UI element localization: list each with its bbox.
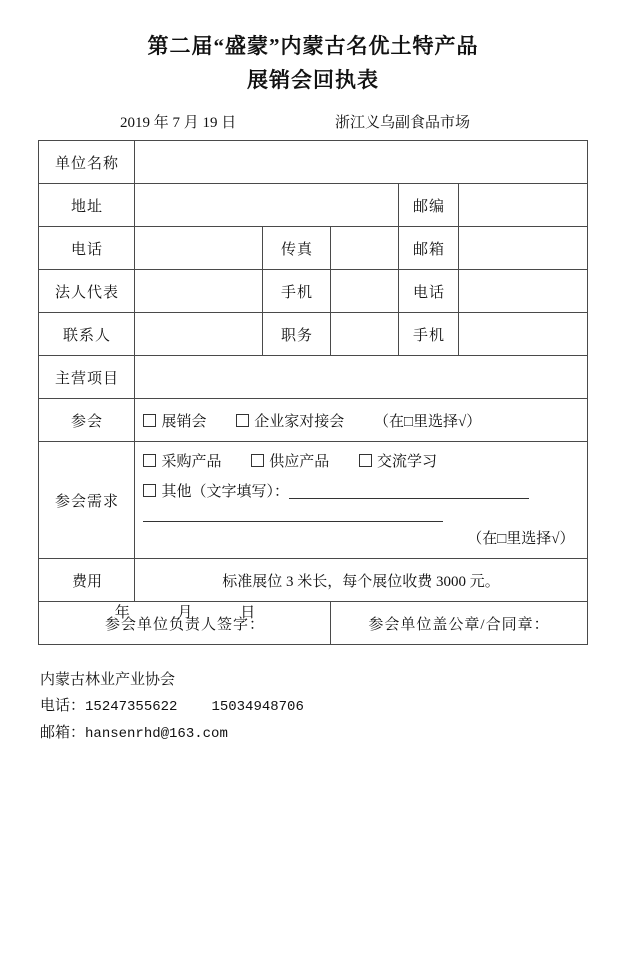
- attend-label: 参会: [39, 399, 135, 442]
- needs-note: （在□里选择√）: [467, 530, 575, 547]
- title-line-2: 展销会回执表: [247, 67, 379, 92]
- fee-label: 费用: [39, 559, 135, 602]
- table-row-fee: [39, 559, 587, 602]
- legal-mobile-input[interactable]: [331, 270, 399, 313]
- needs-options-row-2: [143, 477, 578, 507]
- contact-mobile-label: 手机: [399, 313, 459, 356]
- position-label: 职务: [263, 313, 331, 356]
- address-label: 地址: [39, 184, 135, 227]
- address-input[interactable]: [135, 184, 399, 227]
- needs-other-input-continued[interactable]: [143, 507, 443, 522]
- main-business-label: 主营项目: [39, 356, 135, 399]
- postcode-input[interactable]: [459, 184, 587, 227]
- unit-name-label: 单位名称: [39, 141, 135, 184]
- fax-label: 传真: [263, 227, 331, 270]
- title-line-1: 第二届“盛蒙”内蒙古名优土特产品: [147, 34, 479, 58]
- email-label: 邮箱: [399, 227, 459, 270]
- table-row-unit-name: [39, 141, 587, 184]
- needs-option-other-label: 其他（文字填写）：: [161, 483, 289, 500]
- contact-label: 联系人: [39, 313, 135, 356]
- day-label: 日: [240, 605, 256, 622]
- registration-form-table: [38, 140, 587, 645]
- table-row-legal-rep: [39, 270, 587, 313]
- signature-left-cell[interactable]: [39, 602, 331, 645]
- footer-email-label: 邮箱：: [40, 724, 86, 741]
- position-input[interactable]: [331, 313, 399, 356]
- table-row-signature: [39, 602, 587, 645]
- table-row-contact: [39, 313, 587, 356]
- footer-org: 内蒙古林业产业协会: [40, 672, 176, 689]
- needs-options-row-3: [143, 507, 578, 524]
- footer-phone-label: 电话：: [40, 698, 86, 715]
- contact-mobile-input[interactable]: [459, 313, 587, 356]
- checkbox-icon[interactable]: [359, 454, 372, 467]
- legal-phone-input[interactable]: [459, 270, 587, 313]
- signature-left-label: 参会单位负责人签字：: [104, 616, 265, 633]
- legal-rep-label: 法人代表: [39, 270, 135, 313]
- needs-option-purchase-label: 采购产品: [161, 453, 222, 470]
- checkbox-icon[interactable]: [251, 454, 264, 467]
- page-title: [0, 30, 626, 97]
- footer: [40, 667, 626, 746]
- checkbox-icon[interactable]: [236, 414, 249, 427]
- event-place: 浙江义乌副食品市场: [335, 115, 471, 132]
- attend-option-matchmaking[interactable]: [236, 410, 344, 431]
- needs-option-supply[interactable]: [251, 447, 329, 477]
- attend-options: [135, 399, 587, 442]
- legal-rep-input[interactable]: [135, 270, 263, 313]
- fee-text: 标准展位 3 米长，每个展位收费 3000 元。: [135, 559, 587, 602]
- signature-right-cell[interactable]: [331, 602, 587, 645]
- table-row-main-business: [39, 356, 587, 399]
- unit-name-input[interactable]: [135, 141, 587, 184]
- main-business-input[interactable]: [135, 356, 587, 399]
- needs-options-row-1: [143, 447, 578, 477]
- needs-option-purchase[interactable]: [143, 447, 221, 477]
- checkbox-icon[interactable]: [143, 414, 156, 427]
- postcode-label: 邮编: [399, 184, 459, 227]
- meta-row: [0, 111, 626, 132]
- phone-input[interactable]: [135, 227, 263, 270]
- needs-option-supply-label: 供应产品: [269, 453, 330, 470]
- signature-right-label: 参会单位盖公章/合同章：: [368, 616, 550, 633]
- email-input[interactable]: [459, 227, 587, 270]
- attend-option-matchmaking-label: 企业家对接会: [254, 413, 345, 430]
- legal-phone-label: 电话: [399, 270, 459, 313]
- attend-option-exhibition-label: 展销会: [161, 413, 207, 430]
- footer-phone-1: 15247355622: [85, 699, 178, 716]
- table-row-address: [39, 184, 587, 227]
- attend-note: （在□里选择√）: [374, 413, 482, 430]
- contact-input[interactable]: [135, 313, 263, 356]
- footer-phones: [40, 693, 626, 720]
- month-label: 月: [177, 605, 193, 622]
- needs-other-input[interactable]: [289, 484, 529, 499]
- footer-phone-2: 15034948706: [211, 699, 304, 716]
- table-row-phone: [39, 227, 587, 270]
- needs-option-exchange[interactable]: [359, 447, 437, 477]
- date-blanks: [39, 601, 330, 622]
- needs-options: [135, 442, 587, 559]
- document-page: [0, 30, 626, 963]
- checkbox-icon[interactable]: [143, 454, 156, 467]
- table-row-attend: [39, 399, 587, 442]
- year-label: 年: [114, 605, 130, 622]
- footer-email-row: [40, 720, 626, 747]
- attend-option-exhibition[interactable]: [143, 410, 206, 431]
- fax-input[interactable]: [331, 227, 399, 270]
- event-date: 2019 年 7 月 19 日: [120, 115, 237, 132]
- needs-option-exchange-label: 交流学习: [377, 453, 438, 470]
- table-row-needs: [39, 442, 587, 559]
- phone-label: 电话: [39, 227, 135, 270]
- checkbox-icon[interactable]: [143, 484, 156, 497]
- needs-label: 参会需求: [39, 442, 135, 559]
- legal-mobile-label: 手机: [263, 270, 331, 313]
- footer-email: hansenrhd@163.com: [85, 725, 228, 742]
